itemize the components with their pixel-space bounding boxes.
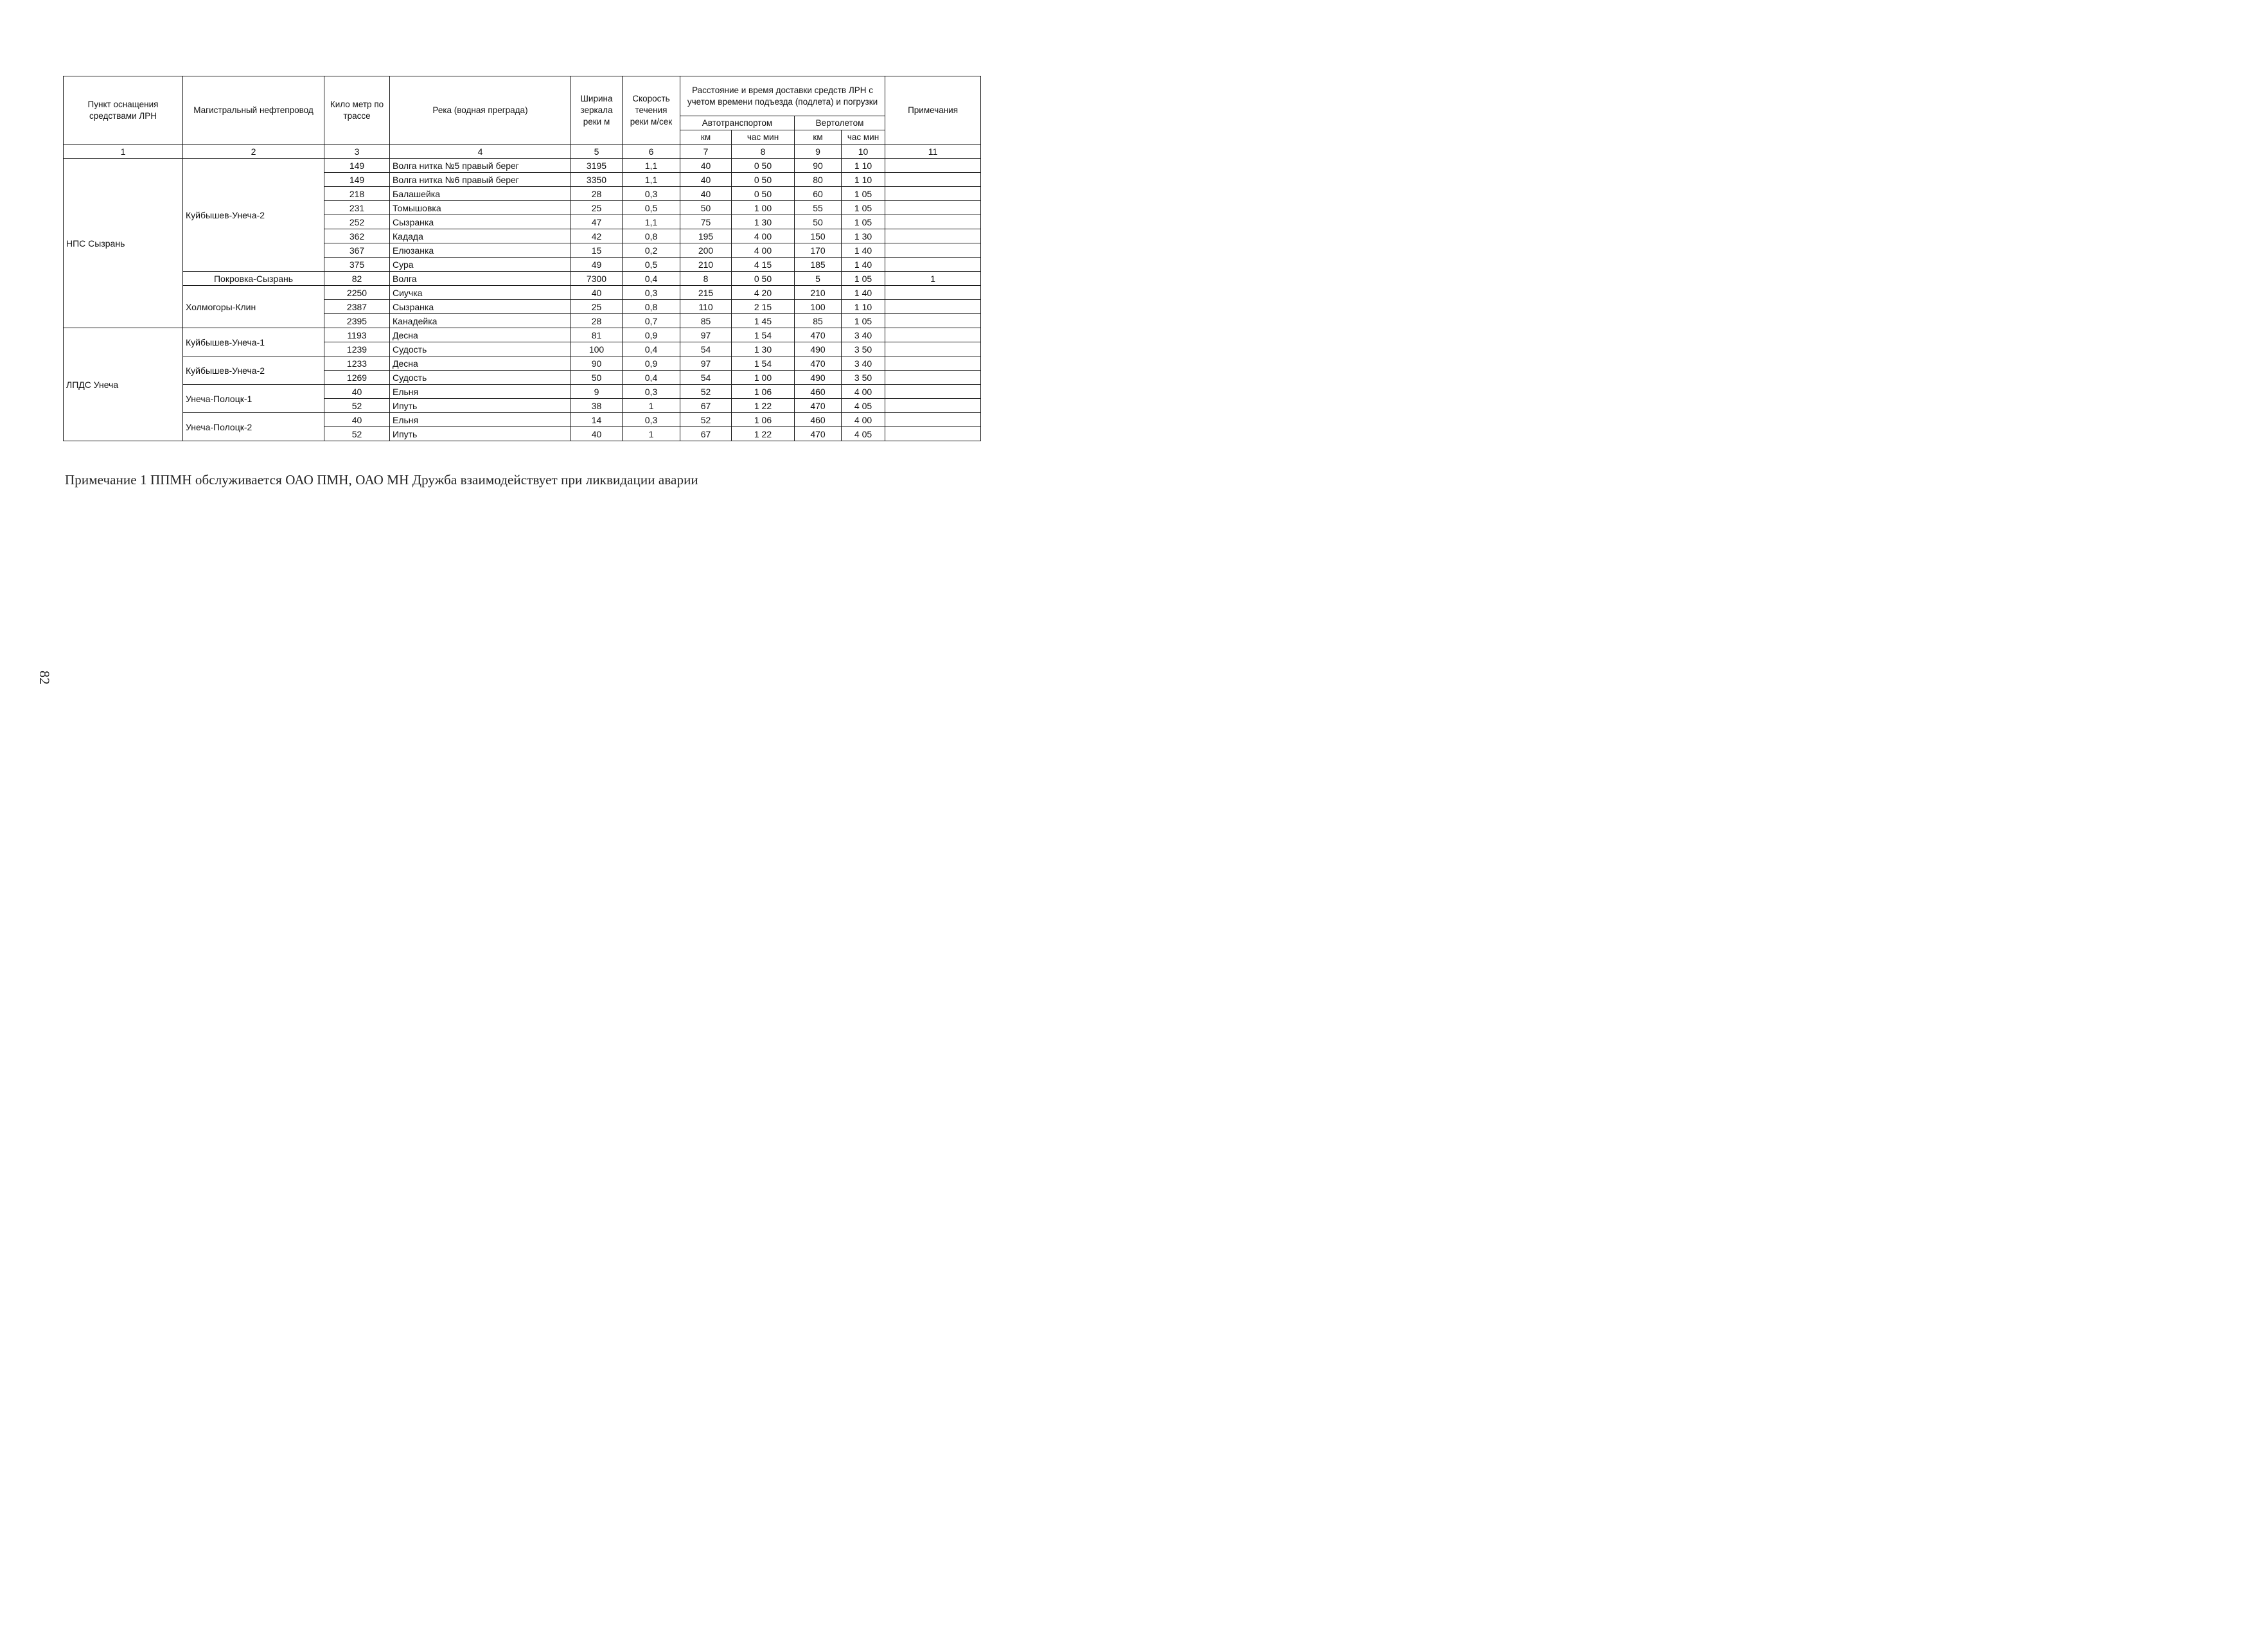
car-time-cell: 1 06 <box>732 413 795 427</box>
speed-cell: 0,5 <box>623 201 680 215</box>
car-time-cell: 1 06 <box>732 385 795 399</box>
column-number: 1 <box>64 145 183 159</box>
km-cell: 1193 <box>324 328 390 342</box>
heli-time-cell: 1 05 <box>842 201 885 215</box>
km-cell: 375 <box>324 258 390 272</box>
column-number: 6 <box>623 145 680 159</box>
note-cell <box>885 328 981 342</box>
header-car-time: час мин <box>732 130 795 145</box>
heli-time-cell: 3 50 <box>842 342 885 356</box>
width-cell: 28 <box>571 187 623 201</box>
speed-cell: 0,8 <box>623 300 680 314</box>
car-km-cell: 8 <box>680 272 732 286</box>
table-row <box>64 356 981 371</box>
pipeline-cell: Унеча-Полоцк-1 <box>183 385 324 413</box>
car-time-cell: 1 30 <box>732 342 795 356</box>
car-km-cell: 210 <box>680 258 732 272</box>
river-cell: Волга <box>390 272 571 286</box>
km-cell: 1269 <box>324 371 390 385</box>
heli-km-cell: 150 <box>795 229 842 243</box>
heli-time-cell: 3 40 <box>842 328 885 342</box>
car-km-cell: 75 <box>680 215 732 229</box>
car-km-cell: 195 <box>680 229 732 243</box>
note-cell <box>885 300 981 314</box>
car-km-cell: 67 <box>680 427 732 441</box>
river-cell: Сызранка <box>390 215 571 229</box>
river-cell: Волга нитка №5 правый берег <box>390 159 571 173</box>
note-cell <box>885 201 981 215</box>
point-cell: ЛПДС Унеча <box>64 328 183 441</box>
car-time-cell: 4 20 <box>732 286 795 300</box>
pipeline-cell: Куйбышев-Унеча-2 <box>183 159 324 272</box>
heli-km-cell: 470 <box>795 399 842 413</box>
note-cell <box>885 371 981 385</box>
speed-cell: 0,4 <box>623 371 680 385</box>
column-number: 2 <box>183 145 324 159</box>
note-cell <box>885 215 981 229</box>
column-number: 11 <box>885 145 981 159</box>
header-heli-time: час мин <box>842 130 885 145</box>
car-km-cell: 97 <box>680 356 732 371</box>
width-cell: 100 <box>571 342 623 356</box>
km-cell: 2395 <box>324 314 390 328</box>
width-cell: 50 <box>571 371 623 385</box>
heli-time-cell: 3 40 <box>842 356 885 371</box>
heli-km-cell: 90 <box>795 159 842 173</box>
car-time-cell: 1 54 <box>732 356 795 371</box>
car-km-cell: 52 <box>680 413 732 427</box>
heli-km-cell: 5 <box>795 272 842 286</box>
note-cell: 1 <box>885 272 981 286</box>
heli-time-cell: 4 05 <box>842 399 885 413</box>
heli-km-cell: 60 <box>795 187 842 201</box>
table-row <box>64 328 981 342</box>
km-cell: 367 <box>324 243 390 258</box>
heli-time-cell: 1 10 <box>842 300 885 314</box>
car-time-cell: 4 00 <box>732 229 795 243</box>
width-cell: 38 <box>571 399 623 413</box>
heli-km-cell: 210 <box>795 286 842 300</box>
heli-km-cell: 460 <box>795 413 842 427</box>
note-cell <box>885 399 981 413</box>
speed-cell: 1,1 <box>623 215 680 229</box>
heli-km-cell: 55 <box>795 201 842 215</box>
river-cell: Балашейка <box>390 187 571 201</box>
heli-time-cell: 4 00 <box>842 413 885 427</box>
heli-km-cell: 100 <box>795 300 842 314</box>
table-body <box>64 159 981 441</box>
river-cell: Канадейка <box>390 314 571 328</box>
footnote: Примечание 1 ППМН обслуживается ОАО ПМН, ОАО МН Дружба взаимодействует при ликвидации аварии <box>65 472 698 488</box>
note-cell <box>885 229 981 243</box>
speed-cell: 1 <box>623 427 680 441</box>
car-km-cell: 110 <box>680 300 732 314</box>
width-cell: 25 <box>571 300 623 314</box>
river-cell: Елюзанка <box>390 243 571 258</box>
note-cell <box>885 356 981 371</box>
heli-km-cell: 85 <box>795 314 842 328</box>
width-cell: 25 <box>571 201 623 215</box>
note-cell <box>885 342 981 356</box>
heli-time-cell: 3 50 <box>842 371 885 385</box>
car-km-cell: 85 <box>680 314 732 328</box>
note-cell <box>885 413 981 427</box>
heli-km-cell: 490 <box>795 342 842 356</box>
car-km-cell: 54 <box>680 342 732 356</box>
river-cell: Томышовка <box>390 201 571 215</box>
heli-time-cell: 1 05 <box>842 272 885 286</box>
speed-cell: 1 <box>623 399 680 413</box>
heli-time-cell: 1 05 <box>842 314 885 328</box>
speed-cell: 0,8 <box>623 229 680 243</box>
river-cell: Десна <box>390 328 571 342</box>
header-pipeline: Магистральный нефтепровод <box>183 76 324 145</box>
header-river: Река (водная преграда) <box>390 76 571 145</box>
car-time-cell: 1 45 <box>732 314 795 328</box>
car-km-cell: 215 <box>680 286 732 300</box>
heli-km-cell: 80 <box>795 173 842 187</box>
car-time-cell: 0 50 <box>732 173 795 187</box>
km-cell: 231 <box>324 201 390 215</box>
header-point: Пункт оснащения средствами ЛРН <box>64 76 183 145</box>
header-by-car: Автотранспортом <box>680 116 795 130</box>
km-cell: 1233 <box>324 356 390 371</box>
note-cell <box>885 243 981 258</box>
river-cell: Сызранка <box>390 300 571 314</box>
heli-time-cell: 1 05 <box>842 215 885 229</box>
note-cell <box>885 187 981 201</box>
speed-cell: 0,4 <box>623 272 680 286</box>
column-number: 8 <box>732 145 795 159</box>
note-cell <box>885 427 981 441</box>
river-crossings-table <box>63 76 981 441</box>
heli-time-cell: 1 10 <box>842 173 885 187</box>
heli-time-cell: 1 30 <box>842 229 885 243</box>
speed-cell: 0,5 <box>623 258 680 272</box>
heli-time-cell: 4 05 <box>842 427 885 441</box>
car-km-cell: 67 <box>680 399 732 413</box>
table-row <box>64 159 981 173</box>
speed-cell: 0,4 <box>623 342 680 356</box>
column-number: 10 <box>842 145 885 159</box>
car-km-cell: 40 <box>680 187 732 201</box>
car-time-cell: 1 00 <box>732 371 795 385</box>
width-cell: 49 <box>571 258 623 272</box>
river-cell: Десна <box>390 356 571 371</box>
heli-km-cell: 185 <box>795 258 842 272</box>
river-cell: Сура <box>390 258 571 272</box>
table-row <box>64 413 981 427</box>
note-cell <box>885 258 981 272</box>
speed-cell: 0,2 <box>623 243 680 258</box>
heli-time-cell: 1 40 <box>842 286 885 300</box>
car-time-cell: 4 15 <box>732 258 795 272</box>
header-width: Ширина зеркала реки м <box>571 76 623 145</box>
note-cell <box>885 385 981 399</box>
note-cell <box>885 314 981 328</box>
car-km-cell: 97 <box>680 328 732 342</box>
pipeline-cell: Покровка-Сызрань <box>183 272 324 286</box>
river-cell: Ельня <box>390 413 571 427</box>
speed-cell: 1,1 <box>623 173 680 187</box>
heli-km-cell: 490 <box>795 371 842 385</box>
table-row <box>64 385 981 399</box>
car-km-cell: 54 <box>680 371 732 385</box>
heli-km-cell: 50 <box>795 215 842 229</box>
header-delivery: Расстояние и время доставки средств ЛРН с учетом времени подъезда (подлета) и погрузки <box>680 76 885 116</box>
width-cell: 40 <box>571 427 623 441</box>
car-time-cell: 1 22 <box>732 399 795 413</box>
km-cell: 40 <box>324 385 390 399</box>
km-cell: 149 <box>324 159 390 173</box>
speed-cell: 0,3 <box>623 413 680 427</box>
pipeline-cell: Куйбышев-Унеча-1 <box>183 328 324 356</box>
heli-time-cell: 1 40 <box>842 258 885 272</box>
heli-km-cell: 170 <box>795 243 842 258</box>
column-number: 3 <box>324 145 390 159</box>
heli-time-cell: 1 10 <box>842 159 885 173</box>
car-time-cell: 1 54 <box>732 328 795 342</box>
column-number: 7 <box>680 145 732 159</box>
car-km-cell: 40 <box>680 173 732 187</box>
car-time-cell: 1 30 <box>732 215 795 229</box>
speed-cell: 0,3 <box>623 286 680 300</box>
pipeline-cell: Куйбышев-Унеча-2 <box>183 356 324 385</box>
car-km-cell: 52 <box>680 385 732 399</box>
column-number: 4 <box>390 145 571 159</box>
km-cell: 252 <box>324 215 390 229</box>
river-cell: Сиучка <box>390 286 571 300</box>
km-cell: 82 <box>324 272 390 286</box>
pipeline-cell: Унеча-Полоцк-2 <box>183 413 324 441</box>
heli-km-cell: 470 <box>795 427 842 441</box>
header-km: Кило метр по трассе <box>324 76 390 145</box>
width-cell: 9 <box>571 385 623 399</box>
speed-cell: 0,3 <box>623 187 680 201</box>
car-km-cell: 40 <box>680 159 732 173</box>
speed-cell: 0,7 <box>623 314 680 328</box>
heli-km-cell: 470 <box>795 356 842 371</box>
km-cell: 2387 <box>324 300 390 314</box>
pipeline-cell: Холмогоры-Клин <box>183 286 324 328</box>
width-cell: 7300 <box>571 272 623 286</box>
heli-km-cell: 470 <box>795 328 842 342</box>
width-cell: 14 <box>571 413 623 427</box>
page-number: 82 <box>37 671 53 685</box>
river-cell: Ельня <box>390 385 571 399</box>
width-cell: 47 <box>571 215 623 229</box>
car-km-cell: 50 <box>680 201 732 215</box>
header-car-km: км <box>680 130 732 145</box>
header-speed: Скорость течения реки м/сек <box>623 76 680 145</box>
width-cell: 15 <box>571 243 623 258</box>
width-cell: 3350 <box>571 173 623 187</box>
km-cell: 362 <box>324 229 390 243</box>
point-cell: НПС Сызрань <box>64 159 183 328</box>
width-cell: 42 <box>571 229 623 243</box>
river-cell: Кадада <box>390 229 571 243</box>
width-cell: 3195 <box>571 159 623 173</box>
car-time-cell: 0 50 <box>732 159 795 173</box>
width-cell: 40 <box>571 286 623 300</box>
note-cell <box>885 173 981 187</box>
speed-cell: 0,9 <box>623 356 680 371</box>
table-row <box>64 286 981 300</box>
note-cell <box>885 159 981 173</box>
table-row <box>64 272 981 286</box>
heli-time-cell: 4 00 <box>842 385 885 399</box>
river-cell: Ипуть <box>390 427 571 441</box>
river-cell: Ипуть <box>390 399 571 413</box>
km-cell: 52 <box>324 399 390 413</box>
km-cell: 40 <box>324 413 390 427</box>
width-cell: 81 <box>571 328 623 342</box>
car-time-cell: 4 00 <box>732 243 795 258</box>
width-cell: 28 <box>571 314 623 328</box>
km-cell: 2250 <box>324 286 390 300</box>
heli-km-cell: 460 <box>795 385 842 399</box>
km-cell: 149 <box>324 173 390 187</box>
car-time-cell: 2 15 <box>732 300 795 314</box>
width-cell: 90 <box>571 356 623 371</box>
speed-cell: 0,3 <box>623 385 680 399</box>
header-heli-km: км <box>795 130 842 145</box>
km-cell: 52 <box>324 427 390 441</box>
river-cell: Волга нитка №6 правый берег <box>390 173 571 187</box>
car-time-cell: 0 50 <box>732 187 795 201</box>
header-notes: Примечания <box>885 76 981 145</box>
speed-cell: 0,9 <box>623 328 680 342</box>
car-time-cell: 1 22 <box>732 427 795 441</box>
river-cell: Судость <box>390 342 571 356</box>
note-cell <box>885 286 981 300</box>
header-by-heli: Вертолетом <box>795 116 885 130</box>
column-number: 5 <box>571 145 623 159</box>
heli-time-cell: 1 40 <box>842 243 885 258</box>
car-time-cell: 1 00 <box>732 201 795 215</box>
column-number: 9 <box>795 145 842 159</box>
car-km-cell: 200 <box>680 243 732 258</box>
speed-cell: 1,1 <box>623 159 680 173</box>
heli-time-cell: 1 05 <box>842 187 885 201</box>
km-cell: 1239 <box>324 342 390 356</box>
km-cell: 218 <box>324 187 390 201</box>
car-time-cell: 0 50 <box>732 272 795 286</box>
river-cell: Судость <box>390 371 571 385</box>
